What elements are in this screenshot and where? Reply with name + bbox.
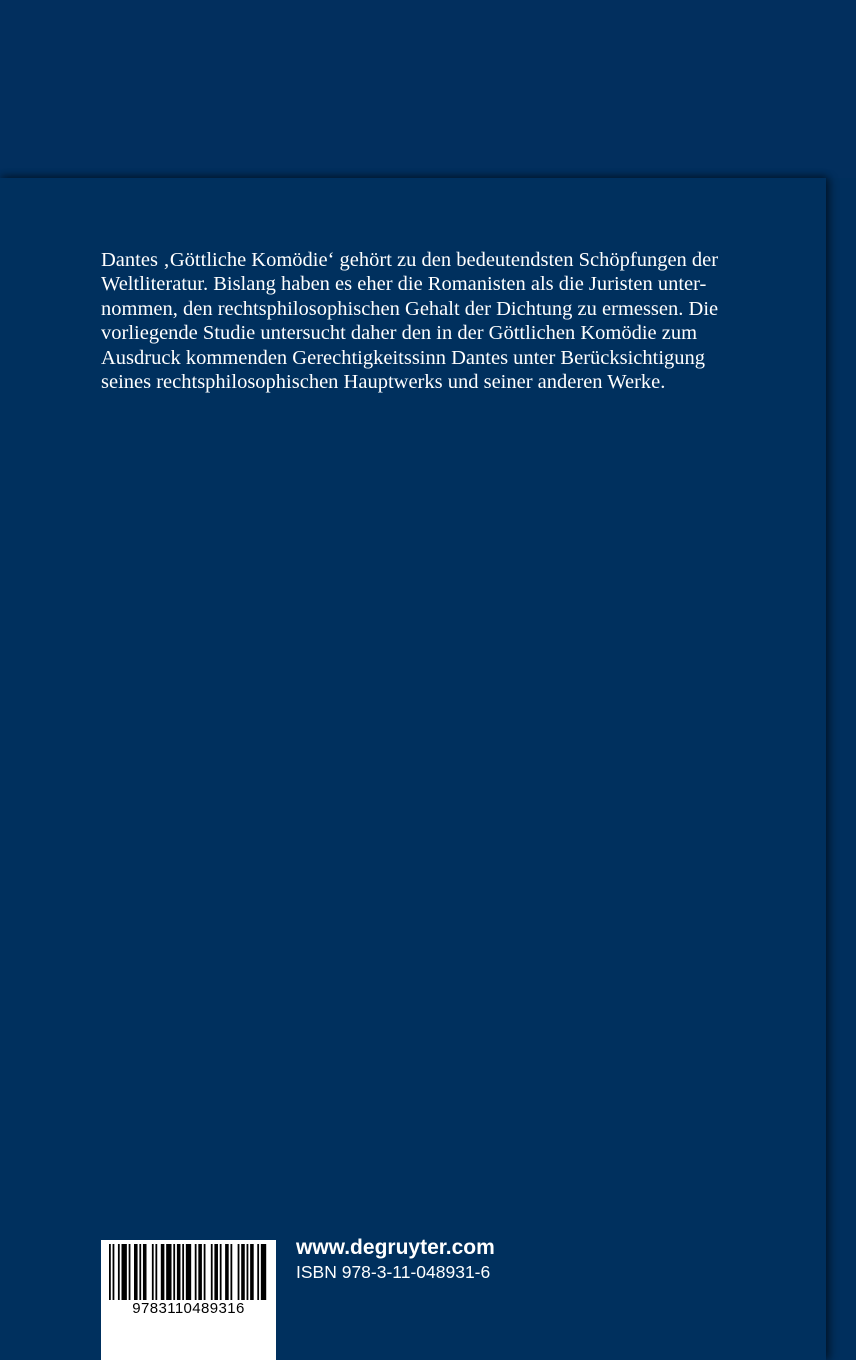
- barcode-bar: [261, 1244, 266, 1300]
- barcode-bar: [186, 1244, 191, 1300]
- blurb-text: [101, 248, 741, 394]
- barcode-bar: [220, 1244, 222, 1300]
- barcode-bar: [214, 1244, 218, 1300]
- barcode-bars: [109, 1244, 268, 1300]
- barcode: [101, 1240, 276, 1360]
- barcode-bar: [113, 1244, 115, 1300]
- blurb-line: seines rechtsphilosophischen Hauptwerks und seiner anderen Werke.: [101, 371, 666, 394]
- barcode-bar: [204, 1244, 206, 1300]
- barcode-digits: 9783110489316: [132, 1300, 245, 1317]
- isbn-number: ISBN 978-3-11-048931-6: [296, 1262, 491, 1282]
- barcode-bar: [143, 1244, 147, 1300]
- barcode-bar: [139, 1244, 141, 1300]
- barcode-bar: [152, 1244, 154, 1300]
- barcode-bar: [122, 1244, 127, 1300]
- barcode-bar: [257, 1244, 259, 1300]
- blurb-line: nommen, den rechtsphilosophischen Gehalt der Dichtung zu ermessen. Die: [101, 297, 719, 320]
- barcode-bar: [211, 1244, 213, 1300]
- barcode-bar: [195, 1244, 197, 1300]
- barcode-bar: [230, 1244, 232, 1300]
- barcode-bar: [129, 1244, 131, 1300]
- barcode-bar: [241, 1244, 245, 1300]
- barcode-bar: [225, 1244, 229, 1300]
- barcode-bar: [182, 1244, 184, 1300]
- blurb-line: Dantes ‚Göttliche Komödie‘ gehört zu den bedeutendsten Schöpfungen der: [101, 249, 719, 271]
- blurb-line: Ausdruck kommenden Gerechtigkeitssinn Dantes unter Berücksichtigung: [101, 346, 706, 369]
- blurb-line: vorliegende Studie untersucht daher den in der Göttlichen Komödie zum: [101, 322, 698, 345]
- barcode-bar: [118, 1244, 120, 1300]
- barcode-bar: [238, 1244, 240, 1300]
- barcode-bar: [109, 1244, 111, 1300]
- barcode-bar: [250, 1244, 254, 1300]
- barcode-bar: [198, 1244, 202, 1300]
- blurb-line: Weltliteratur. Bislang haben es eher die Romanisten als die Juristen unter-: [101, 273, 707, 296]
- barcode-bar: [247, 1244, 249, 1300]
- barcode-bar: [177, 1244, 181, 1300]
- publisher-url[interactable]: www.degruyter.com: [296, 1236, 495, 1259]
- barcode-bar: [173, 1244, 175, 1300]
- barcode-bar: [134, 1244, 138, 1300]
- barcode-bar: [155, 1244, 157, 1300]
- top-band: [0, 0, 856, 178]
- barcode-bar: [161, 1244, 165, 1300]
- barcode-bar: [166, 1244, 171, 1300]
